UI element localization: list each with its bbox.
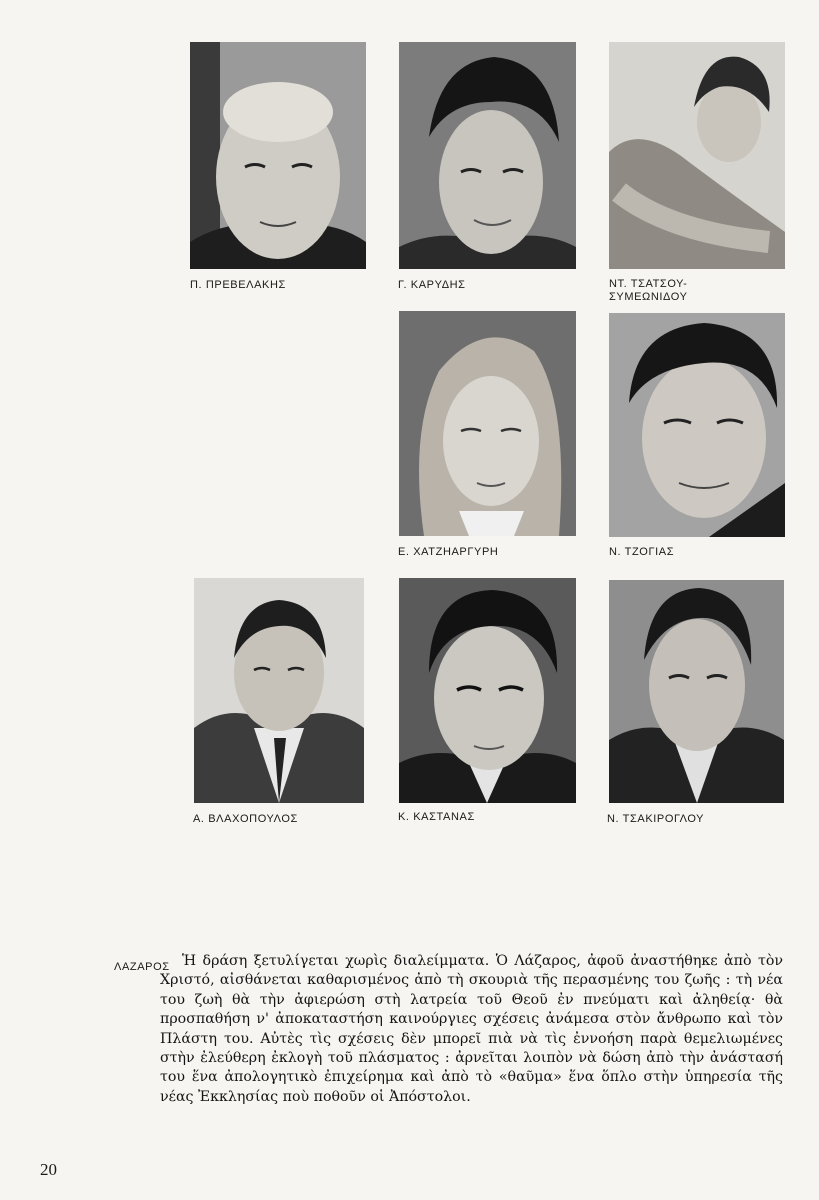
portrait-kastanas: [399, 578, 576, 803]
body-paragraph: Ἡ δράση ξετυλίγεται χωρὶς διαλείμματα. Ὁ Λάζαρος, ἀφοῦ ἀναστήθηκε ἀπὸ τὸν Χριστό, αἰσθάνεται καθαρισμένος ἀπὸ τὴ σκουριὰ τῆς περασμένης του ζωῆς : τὴ νέα του ζωὴ θὰ τὴν ἀφιερώση στὴ λατρεία τοῦ Θεοῦ ἐν πνεύματι καὶ ἀληθείᾳ· θὰ προσπαθήση ν' ἀποκαταστήση καινούργιες σχέσεις ἀνάμεσα στὸν ἄνθρωπο καὶ τὸν Πλάστη του. Αὐτὲς τὶς σχέσεις δὲν μπορεῖ πιὰ νὰ τὶς ἐννοήση παρὰ θεμελιωμένες στὴν ἐλεύθερη ἐκλογὴ τοῦ πλάσματος : ἀρνεῖται λοιπὸν νὰ δώση ἀπὸ τὴν ἀνάστασή του ἕνα ἀπολογητικὸ ἐπιχείρημα καὶ ἀπὸ τὸ «θαῦμα» ἕνα ὅπλο στὴν ὑπηρεσία τῆς νέας Ἐκκλησίας ποὺ ποθοῦν οἱ Ἀπόστολοι.: [160, 953, 783, 1105]
portrait-vlachopoulos: [194, 578, 364, 803]
portrait-prevelakis: [190, 42, 366, 269]
portrait-caption: ΝΤ. ΤΣΑΤΣΟΥ- ΣΥΜΕΩΝΙΔΟΥ: [609, 278, 688, 303]
portrait-caption: Γ. ΚΑΡΥΔΗΣ: [398, 279, 466, 291]
portrait-caption: Κ. ΚΑΣΤΑΝΑΣ: [398, 811, 475, 823]
portrait-caption: Ε. ΧΑΤΖΗΑΡΓΥΡΗ: [398, 546, 499, 558]
portrait-tsatsou-symeonidou: [609, 42, 785, 269]
portrait-caption: Π. ΠΡΕΒΕΛΑΚΗΣ: [190, 279, 286, 291]
page-number: 20: [40, 1160, 57, 1179]
portrait-karydis: [399, 42, 576, 269]
section-label: ΛΑΖΑΡΟΣ: [114, 961, 170, 973]
portrait-caption: Ν. ΤΣΑΚΙΡΟΓΛΟΥ: [607, 813, 705, 825]
portrait-chatziargyri: [399, 311, 576, 536]
portrait-tzogias: [609, 313, 785, 537]
portrait-caption: Ν. ΤΖΟΓΙΑΣ: [609, 546, 675, 558]
portrait-caption: Α. ΒΛΑΧΟΠΟΥΛΟΣ: [193, 813, 298, 825]
portrait-tsakiroglou: [609, 580, 784, 803]
